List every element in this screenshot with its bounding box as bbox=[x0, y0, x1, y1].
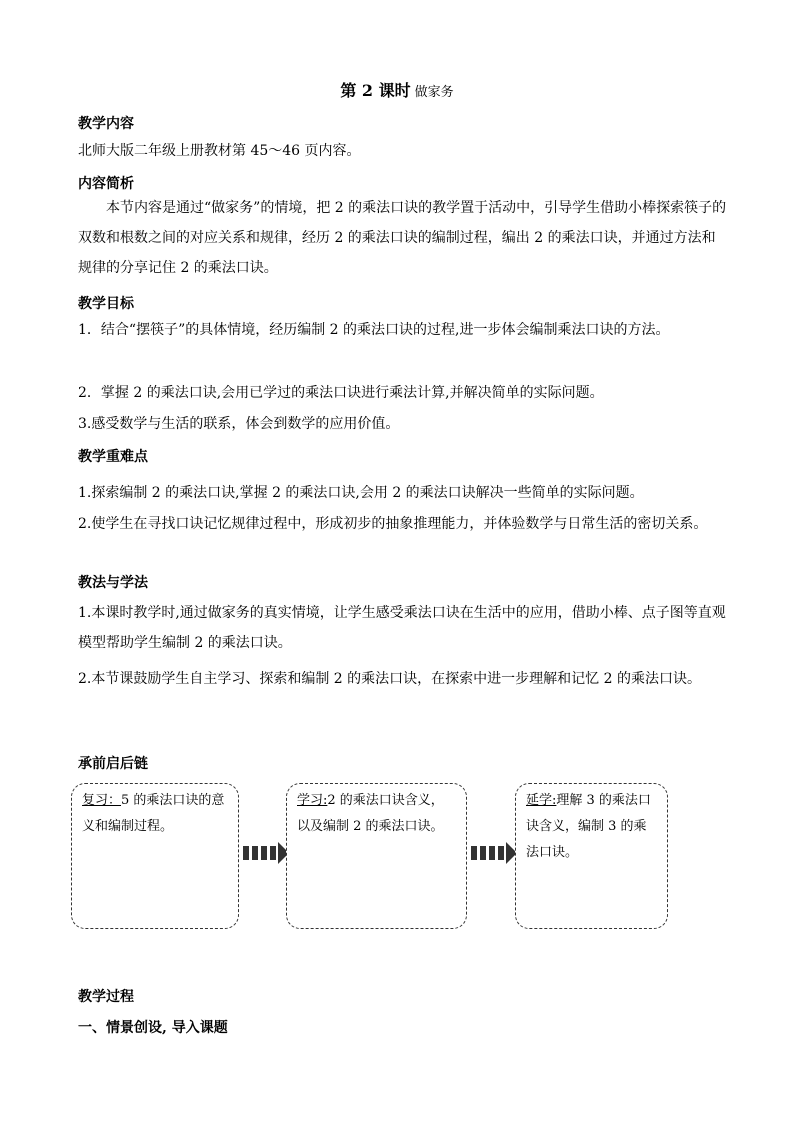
chain-box-learn bbox=[286, 783, 467, 929]
chain-box-extend-text: 理解 3 的乘法口诀含义，编制 3 的乘法口诀。 bbox=[526, 793, 651, 860]
goal-item-3: 3.感受数学与生活的联系，体会到数学的应用价值。 bbox=[78, 416, 400, 432]
section-heading-key-points: 教学重难点 bbox=[78, 449, 148, 465]
section-heading-methods: 教法与学法 bbox=[78, 575, 148, 591]
chain-box-learn-text: 2 的乘法口诀含义，以及编制 2 的乘法口诀。 bbox=[297, 793, 444, 834]
goal-item-2: 2．掌握 2 的乘法口诀,会用已学过的乘法口诀进行乘法计算,并解决简单的实际问题。 bbox=[78, 385, 604, 401]
title-sub: 做家务 bbox=[414, 85, 454, 100]
key-point-item-2: 2.使学生在寻找口诀记忆规律过程中，形成初步的抽象推理能力，并体验数学与日常生活的密切关系。 bbox=[78, 516, 708, 532]
chain-box-review bbox=[71, 783, 239, 929]
section-heading-chain: 承前启后链 bbox=[78, 756, 148, 772]
section-heading-brief: 内容简析 bbox=[78, 176, 134, 192]
chain-box-review-label: 复习： bbox=[82, 793, 122, 808]
process-step-1: 一、情景创设, 导入课题 bbox=[78, 1020, 228, 1036]
chain-box-review-text: 5 的乘法口诀的意义和编制过程。 bbox=[82, 793, 225, 834]
section-heading-goals: 教学目标 bbox=[78, 296, 134, 312]
section-heading-process: 教学过程 bbox=[78, 989, 134, 1005]
chain-arrow-2-icon bbox=[471, 842, 517, 864]
chain-arrow-1-icon bbox=[243, 842, 289, 864]
method-item-2: 2.本节课鼓励学生自主学习、探索和编制 2 的乘法口诀，在探索中进一步理解和记忆 2 的乘法口诀。 bbox=[78, 671, 701, 687]
chain-box-extend-label: 延学: bbox=[526, 793, 557, 808]
key-point-item-1: 1.探索编制 2 的乘法口诀,掌握 2 的乘法口诀,会用 2 的乘法口诀解决一些简单的实际问题。 bbox=[78, 485, 644, 501]
title-main: 第 2 课时 bbox=[340, 81, 411, 100]
content-text: 北师大版二年级上册教材第 45～46 页内容。 bbox=[78, 143, 361, 159]
brief-text: 本节内容是通过“做家务”的情境，把 2 的乘法口诀的教学置于活动中，引导学生借助小棒探索筷子的双数和根数之间的对应关系和规律，经历 2 的乘法口诀的编制过程，编出 2 的乘法口诀，并通过方法和规律的分享记住 2 的乘法口诀。 bbox=[78, 200, 727, 276]
chain-box-extend bbox=[515, 783, 668, 929]
method-item-1: 1.本课时教学时,通过做家务的真实情境，让学生感受乘法口诀在生活中的应用，借助小棒、点子图等直观模型帮助学生编制 2 的乘法口诀。 bbox=[78, 605, 726, 651]
chain-box-learn-label: 学习: bbox=[297, 793, 328, 808]
page-title bbox=[0, 78, 794, 101]
goal-item-1: 1．结合“摆筷子”的具体情境，经历编制 2 的乘法口诀的过程,进一步体会编制乘法口诀的方法。 bbox=[78, 322, 670, 338]
section-heading-content: 教学内容 bbox=[78, 116, 134, 132]
